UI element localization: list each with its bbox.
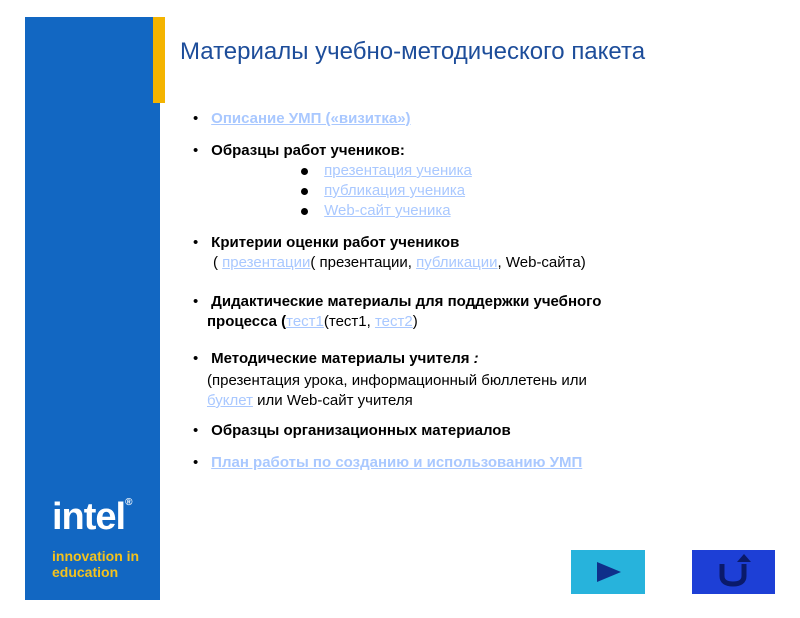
next-button[interactable] — [571, 550, 645, 594]
page-title: Материалы учебно-методического пакета — [180, 38, 646, 65]
return-button[interactable] — [692, 550, 775, 594]
bullet-icon: • — [193, 234, 199, 251]
bullet-dot-icon — [301, 208, 308, 215]
bullet-icon: • — [193, 110, 199, 127]
bullet-icon: • — [193, 142, 199, 159]
criteria-publication-link[interactable]: публикации — [416, 254, 498, 271]
teacher-materials-desc: (презентация урока, информационный бюллетень или — [207, 372, 587, 389]
criteria-label: Критерии оценки работ учеников — [211, 234, 460, 251]
student-presentation-link[interactable]: презентация ученика — [324, 162, 472, 179]
bullet-dot-icon — [301, 168, 308, 175]
booklet-link[interactable]: буклет — [207, 392, 253, 409]
criteria-presentation-link[interactable]: презентации — [222, 254, 311, 271]
bullet-dot-icon — [301, 188, 308, 195]
bullet-icon: • — [193, 454, 199, 471]
bullet-icon: • — [193, 422, 199, 439]
play-icon — [571, 550, 645, 594]
didactic-label: Дидактические материалы для поддержки учебного — [211, 293, 602, 310]
org-materials-label: Образцы организационных материалов — [211, 422, 511, 439]
test1-link[interactable]: тест1 — [286, 313, 324, 330]
bullet-icon: • — [193, 293, 199, 310]
logo-tagline: innovation in education — [52, 548, 140, 580]
student-website-link[interactable]: Web-сайт ученика — [324, 202, 451, 219]
test2-link[interactable]: тест2 — [374, 313, 413, 330]
bullet-icon: • — [193, 350, 199, 367]
visit-card-link[interactable]: Описание УМП («визитка») — [211, 110, 411, 127]
student-publication-link[interactable]: публикация ученика — [324, 182, 466, 199]
return-icon — [692, 550, 775, 594]
intel-logo: intel® — [52, 496, 132, 538]
work-plan-link[interactable]: План работы по созданию и использованию УМП — [211, 454, 583, 471]
student-works-label: Образцы работ учеников: — [211, 142, 405, 159]
accent-bar — [153, 17, 165, 103]
teacher-materials-label: Методические материалы учителя — [211, 350, 474, 367]
